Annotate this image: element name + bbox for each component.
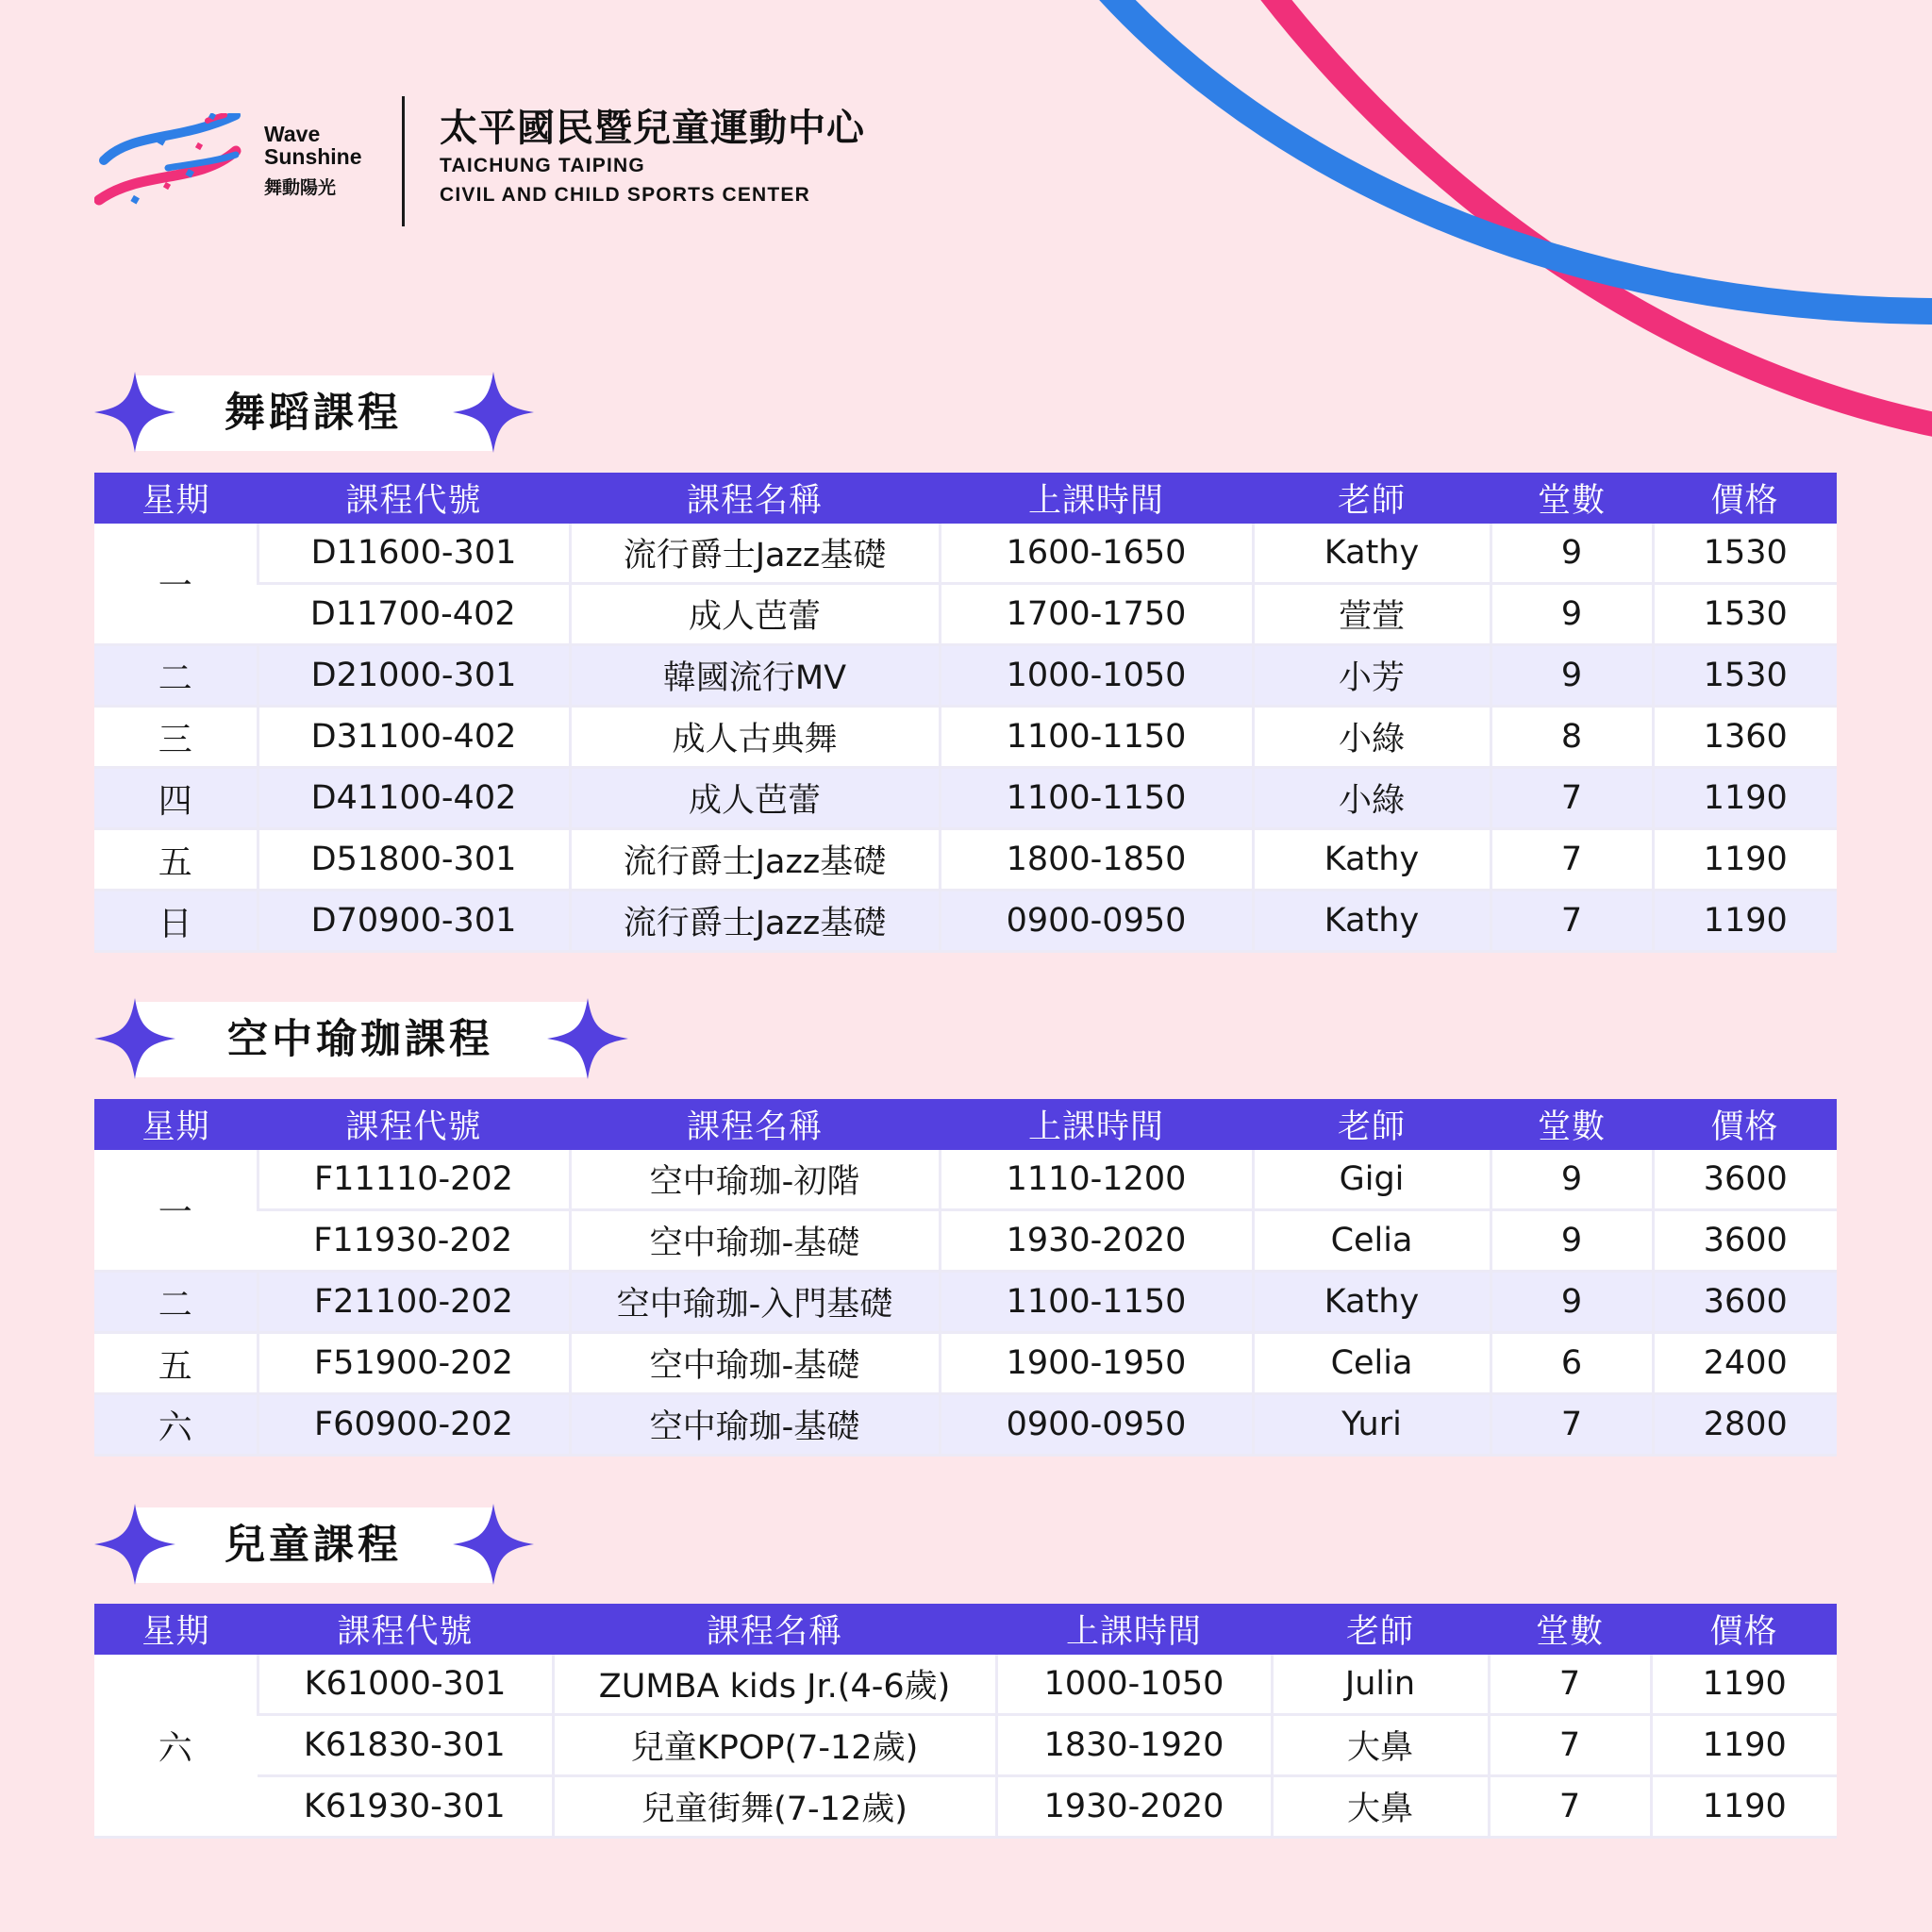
time-cell: 1830-1920: [996, 1715, 1272, 1776]
col-header-code: 課程代號: [258, 473, 570, 524]
price-cell: 2400: [1653, 1333, 1837, 1394]
table-row: [94, 768, 1837, 829]
sessions-cell: 9: [1491, 524, 1653, 584]
name-cell: 韓國流行MV: [570, 645, 940, 707]
name-cell: 流行爵士Jazz基礎: [570, 829, 940, 891]
kids-course-table: [94, 1604, 1837, 1839]
day-cell: 五: [94, 1333, 258, 1394]
name-cell: 流行爵士Jazz基礎: [570, 524, 940, 584]
col-header-time: 上課時間: [940, 1099, 1253, 1150]
col-header-price: 價格: [1653, 473, 1837, 524]
code-cell: D11700-402: [258, 584, 570, 645]
teacher-cell: Kathy: [1253, 524, 1491, 584]
code-cell: D11600-301: [258, 524, 570, 584]
header-divider: [402, 96, 405, 226]
teacher-cell: 小芳: [1253, 645, 1491, 707]
day-cell: 四: [94, 768, 258, 829]
code-cell: K61930-301: [258, 1776, 553, 1838]
title-pill: [134, 375, 492, 451]
sessions-cell: 9: [1491, 1210, 1653, 1272]
code-cell: F51900-202: [258, 1333, 570, 1394]
code-cell: F11110-202: [258, 1150, 570, 1210]
table-row: [94, 1394, 1837, 1456]
table-row: [94, 524, 1837, 584]
name-cell: 流行爵士Jazz基礎: [570, 891, 940, 952]
col-header-time: 上課時間: [940, 473, 1253, 524]
price-cell: 1360: [1653, 707, 1837, 768]
code-cell: F11930-202: [258, 1210, 570, 1272]
sessions-cell: 9: [1491, 1272, 1653, 1333]
time-cell: 1930-2020: [940, 1210, 1253, 1272]
price-cell: 1530: [1653, 645, 1837, 707]
price-cell: 1190: [1653, 829, 1837, 891]
table-row: [94, 1655, 1837, 1715]
table-row: [94, 1333, 1837, 1394]
time-cell: 0900-0950: [940, 891, 1253, 952]
brand-name: [264, 123, 362, 199]
price-cell: 1530: [1653, 584, 1837, 645]
price-cell: 3600: [1653, 1150, 1837, 1210]
time-cell: 1000-1050: [940, 645, 1253, 707]
teacher-cell: 小綠: [1253, 768, 1491, 829]
code-cell: D70900-301: [258, 891, 570, 952]
org-name-chinese: 太平國民暨兒童運動中心: [440, 107, 865, 150]
day-cell: 五: [94, 829, 258, 891]
name-cell: 成人芭蕾: [570, 584, 940, 645]
diamond-left-icon: [94, 998, 175, 1079]
teacher-cell: Kathy: [1253, 1272, 1491, 1333]
day-cell: 六: [94, 1655, 258, 1838]
name-cell: 空中瑜珈-基礎: [570, 1394, 940, 1456]
table-row: [94, 584, 1837, 645]
sessions-cell: 9: [1491, 645, 1653, 707]
kids-section-title: [94, 1504, 534, 1585]
table-row: [94, 707, 1837, 768]
table-row: [94, 1150, 1837, 1210]
col-header-price: 價格: [1653, 1099, 1837, 1150]
col-header-day: 星期: [94, 1604, 258, 1655]
price-cell: 1190: [1653, 891, 1837, 952]
table-row: [94, 1776, 1837, 1838]
code-cell: D51800-301: [258, 829, 570, 891]
table-row: [94, 645, 1837, 707]
name-cell: ZUMBA kids Jr.(4-6歲): [553, 1655, 996, 1715]
time-cell: 1900-1950: [940, 1333, 1253, 1394]
name-cell: 空中瑜珈-初階: [570, 1150, 940, 1210]
dance-section-title: [94, 372, 534, 453]
wave-sunshine-logo-icon: [94, 113, 245, 217]
aerial-title-text: 空中瑜珈課程: [227, 1016, 493, 1063]
pink-ribbon: [1269, 0, 1932, 426]
teacher-cell: Kathy: [1253, 891, 1491, 952]
price-cell: 1190: [1651, 1776, 1837, 1838]
teacher-cell: 小綠: [1253, 707, 1491, 768]
name-cell: 兒童KPOP(7-12歲): [553, 1715, 996, 1776]
col-header-code: 課程代號: [258, 1604, 553, 1655]
diamond-left-icon: [94, 1504, 175, 1585]
brand-chinese: 舞動陽光: [264, 177, 337, 198]
brand-line-2: Sunshine: [264, 144, 362, 169]
sessions-cell: 7: [1491, 768, 1653, 829]
dance-course-table: [94, 473, 1837, 953]
col-header-code: 課程代號: [258, 1099, 570, 1150]
sessions-cell: 7: [1491, 1394, 1653, 1456]
code-cell: D31100-402: [258, 707, 570, 768]
price-cell: 1190: [1651, 1655, 1837, 1715]
sessions-cell: 8: [1491, 707, 1653, 768]
col-header-day: 星期: [94, 1099, 258, 1150]
name-cell: 空中瑜珈-基礎: [570, 1333, 940, 1394]
organization-name: [440, 106, 865, 209]
table-header-row: [94, 1099, 1837, 1150]
price-cell: 1530: [1653, 524, 1837, 584]
day-cell: 三: [94, 707, 258, 768]
time-cell: 1100-1150: [940, 1272, 1253, 1333]
teacher-cell: 大鼻: [1272, 1776, 1489, 1838]
price-cell: 2800: [1653, 1394, 1837, 1456]
day-cell: 二: [94, 645, 258, 707]
name-cell: 兒童街舞(7-12歲): [553, 1776, 996, 1838]
table-row: [94, 891, 1837, 952]
col-header-day: 星期: [94, 473, 258, 524]
col-header-name: 課程名稱: [570, 1099, 940, 1150]
code-cell: F60900-202: [258, 1394, 570, 1456]
table-row: [94, 1272, 1837, 1333]
col-header-price: 價格: [1651, 1604, 1837, 1655]
col-header-teacher: 老師: [1253, 473, 1491, 524]
name-cell: 成人芭蕾: [570, 768, 940, 829]
teacher-cell: 大鼻: [1272, 1715, 1489, 1776]
price-cell: 3600: [1653, 1272, 1837, 1333]
time-cell: 0900-0950: [940, 1394, 1253, 1456]
blue-ribbon: [1108, 0, 1932, 311]
teacher-cell: Gigi: [1253, 1150, 1491, 1210]
code-cell: F21100-202: [258, 1272, 570, 1333]
day-cell: 日: [94, 891, 258, 952]
diamond-left-icon: [94, 372, 175, 453]
col-header-sessions: 堂數: [1491, 1099, 1653, 1150]
price-cell: 1190: [1653, 768, 1837, 829]
org-name-english-2: CIVIL AND CHILD SPORTS CENTER: [440, 184, 810, 206]
table-header-row: [94, 473, 1837, 524]
time-cell: 1600-1650: [940, 524, 1253, 584]
col-header-sessions: 堂數: [1489, 1604, 1651, 1655]
code-cell: D41100-402: [258, 768, 570, 829]
diamond-right-icon: [453, 1504, 534, 1585]
price-cell: 3600: [1653, 1210, 1837, 1272]
sessions-cell: 7: [1491, 829, 1653, 891]
day-cell: 六: [94, 1394, 258, 1456]
teacher-cell: Yuri: [1253, 1394, 1491, 1456]
teacher-cell: 萱萱: [1253, 584, 1491, 645]
sessions-cell: 7: [1489, 1715, 1651, 1776]
aerial-course-table: [94, 1099, 1837, 1457]
diamond-right-icon: [453, 372, 534, 453]
col-header-time: 上課時間: [996, 1604, 1272, 1655]
time-cell: 1930-2020: [996, 1776, 1272, 1838]
day-cell: 一: [94, 524, 258, 645]
time-cell: 1110-1200: [940, 1150, 1253, 1210]
teacher-cell: Julin: [1272, 1655, 1489, 1715]
code-cell: K61000-301: [258, 1655, 553, 1715]
name-cell: 空中瑜珈-入門基礎: [570, 1272, 940, 1333]
brand-line-1: Wave: [264, 122, 321, 146]
col-header-name: 課程名稱: [570, 473, 940, 524]
time-cell: 1100-1150: [940, 707, 1253, 768]
sessions-cell: 6: [1491, 1333, 1653, 1394]
sessions-cell: 7: [1489, 1776, 1651, 1838]
org-name-english-1: TAICHUNG TAIPING: [440, 155, 645, 176]
name-cell: 成人古典舞: [570, 707, 940, 768]
col-header-name: 課程名稱: [553, 1604, 996, 1655]
dance-title-text: 舞蹈課程: [225, 390, 402, 437]
header: [94, 94, 943, 226]
teacher-cell: Celia: [1253, 1333, 1491, 1394]
sessions-cell: 9: [1491, 584, 1653, 645]
time-cell: 1100-1150: [940, 768, 1253, 829]
name-cell: 空中瑜珈-基礎: [570, 1210, 940, 1272]
diamond-right-icon: [547, 998, 628, 1079]
day-cell: 二: [94, 1272, 258, 1333]
sessions-cell: 7: [1491, 891, 1653, 952]
title-pill: [134, 1002, 587, 1077]
teacher-cell: Celia: [1253, 1210, 1491, 1272]
code-cell: D21000-301: [258, 645, 570, 707]
col-header-teacher: 老師: [1272, 1604, 1489, 1655]
teacher-cell: Kathy: [1253, 829, 1491, 891]
table-row: [94, 1210, 1837, 1272]
time-cell: 1800-1850: [940, 829, 1253, 891]
aerial-section-title: [94, 998, 628, 1079]
time-cell: 1700-1750: [940, 584, 1253, 645]
table-row: [94, 1715, 1837, 1776]
day-cell: 一: [94, 1150, 258, 1272]
code-cell: K61830-301: [258, 1715, 553, 1776]
kids-title-text: 兒童課程: [225, 1522, 402, 1569]
table-row: [94, 829, 1837, 891]
sessions-cell: 9: [1491, 1150, 1653, 1210]
col-header-sessions: 堂數: [1491, 473, 1653, 524]
price-cell: 1190: [1651, 1715, 1837, 1776]
table-header-row: [94, 1604, 1837, 1655]
sessions-cell: 7: [1489, 1655, 1651, 1715]
time-cell: 1000-1050: [996, 1655, 1272, 1715]
col-header-teacher: 老師: [1253, 1099, 1491, 1150]
title-pill: [134, 1507, 492, 1583]
